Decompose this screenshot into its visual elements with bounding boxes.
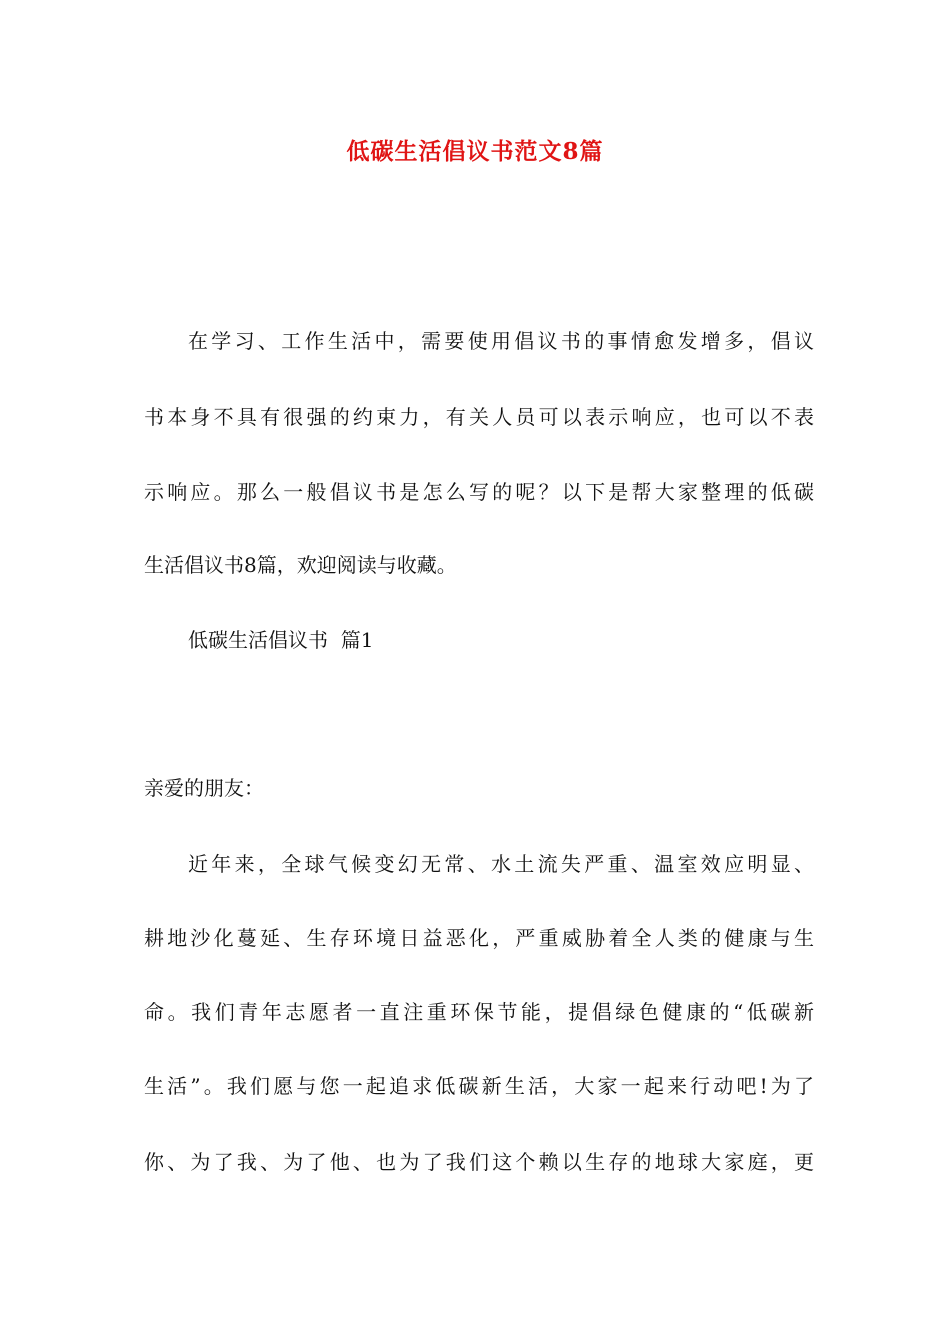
- body-line: 耕地沙化蔓延、生存环境日益恶化，严重威胁着全人类的健康与生: [144, 926, 814, 950]
- intro-line: 生活倡议书8篇，欢迎阅读与收藏。: [144, 553, 457, 577]
- body-line: 近年来，全球气候变幻无常、水土流失严重、温室效应明显、: [188, 852, 814, 876]
- body-line: 生活”。我们愿与您一起追求低碳新生活，大家一起来行动吧!为了: [144, 1074, 814, 1098]
- body-line: 命。我们青年志愿者一直注重环保节能，提倡绿色健康的“低碳新: [144, 1000, 814, 1024]
- intro-line: 在学习、工作生活中，需要使用倡议书的事情愈发增多，倡议: [188, 329, 814, 353]
- document-title: 低碳生活倡议书范文8篇: [346, 138, 604, 165]
- section-heading: 低碳生活倡议书 篇1: [188, 628, 374, 652]
- intro-line: 书本身不具有很强的约束力，有关人员可以表示响应，也可以不表: [144, 405, 814, 429]
- salutation: 亲爱的朋友：: [144, 776, 264, 800]
- intro-line: 示响应。那么一般倡议书是怎么写的呢？以下是帮大家整理的低碳: [144, 480, 814, 504]
- body-line: 你、为了我、为了他、也为了我们这个赖以生存的地球大家庭，更: [144, 1150, 814, 1174]
